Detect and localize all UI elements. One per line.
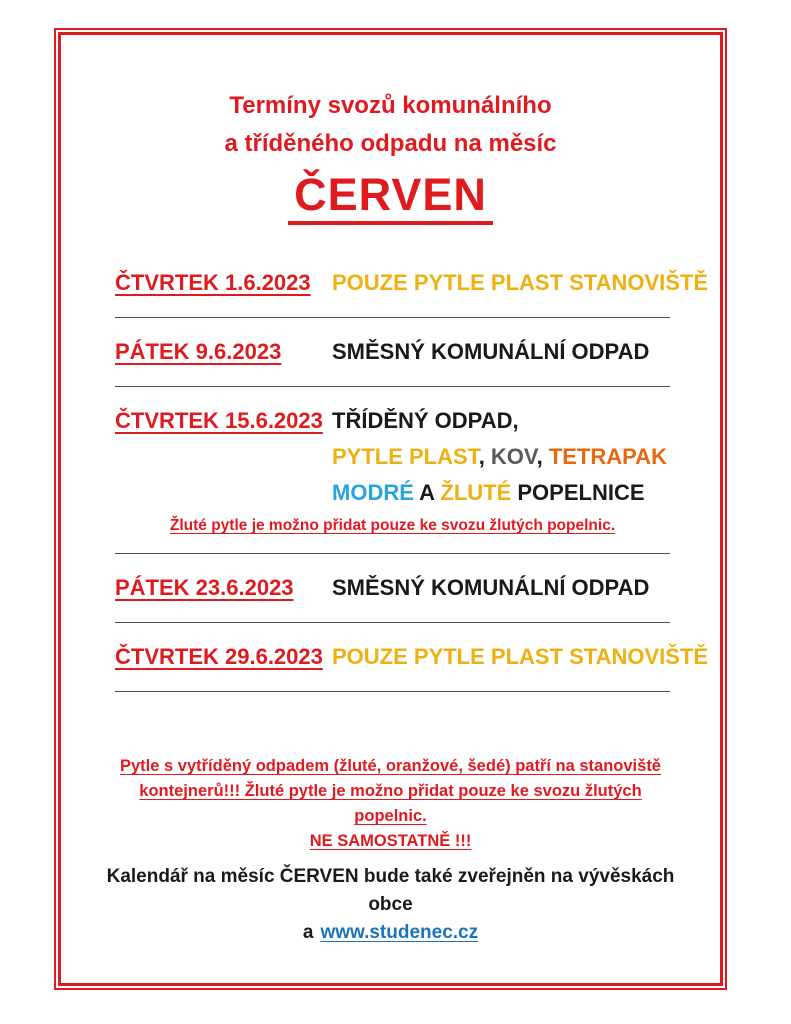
row-separator bbox=[115, 691, 670, 692]
desc-segment: SMĚSNÝ KOMUNÁLNÍ ODPAD bbox=[332, 339, 650, 364]
schedule-list bbox=[61, 265, 720, 692]
row-separator bbox=[115, 622, 670, 623]
schedule-row-2 bbox=[115, 334, 670, 370]
month-title: ČERVEN bbox=[288, 169, 493, 225]
row-separator bbox=[115, 553, 670, 554]
desc-segment: POUZE PYTLE PLAST STANOVIŠTĚ bbox=[332, 644, 709, 669]
row-separator bbox=[115, 317, 670, 318]
schedule-note: Žluté pytle je možno přidat pouze ke svozu žlutých popelnic. bbox=[169, 517, 616, 534]
header bbox=[61, 35, 720, 225]
schedule-date: PÁTEK 23.6.2023 bbox=[115, 575, 294, 600]
page-border-outer bbox=[54, 28, 727, 990]
schedule-desc bbox=[332, 639, 708, 675]
warning-line-3: NE SAMOSTATNĚ !!! bbox=[309, 832, 472, 850]
desc-segment: ŽLUTÉ bbox=[440, 480, 512, 505]
desc-line bbox=[332, 265, 708, 301]
desc-line bbox=[332, 639, 708, 675]
desc-segment: POUZE PYTLE PLAST STANOVIŠTĚ bbox=[332, 270, 709, 295]
info-line-2-prefix: a bbox=[302, 922, 314, 943]
page-title-line-2: a tříděného odpadu na měsíc bbox=[224, 130, 557, 157]
desc-segment: MODRÉ bbox=[332, 480, 414, 505]
warning-line-2: kontejnerů!!! Žluté pytle je možno přidat pouze ke svozu žlutých popelnic. bbox=[139, 782, 642, 825]
schedule-desc bbox=[332, 334, 670, 370]
desc-line bbox=[332, 475, 670, 511]
desc-segment: KOV bbox=[490, 444, 537, 469]
schedule-row-3 bbox=[115, 403, 670, 511]
desc-segment: PYTLE PLAST bbox=[332, 444, 479, 469]
schedule-date: ČTVRTEK 29.6.2023 bbox=[115, 644, 323, 669]
desc-segment: A bbox=[413, 480, 441, 505]
warning-text bbox=[61, 754, 720, 854]
row-separator bbox=[115, 386, 670, 387]
info-line-1: Kalendář na měsíc ČERVEN bude také zveřejněn na vývěskách obce bbox=[106, 866, 675, 915]
page-title-line-1: Termíny svozů komunálního bbox=[229, 92, 552, 119]
studenec-link[interactable]: www.studenec.cz bbox=[320, 922, 479, 943]
desc-segment: POPELNICE bbox=[511, 480, 645, 505]
desc-segment: TETRAPAK bbox=[548, 444, 667, 469]
desc-line bbox=[332, 403, 670, 439]
desc-line bbox=[332, 439, 670, 475]
desc-line bbox=[332, 570, 670, 606]
info-line-2 bbox=[91, 919, 690, 947]
info-text bbox=[61, 863, 720, 947]
desc-line bbox=[332, 334, 670, 370]
schedule-date: ČTVRTEK 15.6.2023 bbox=[115, 408, 323, 433]
schedule-row-1 bbox=[115, 265, 709, 301]
schedule-row-5 bbox=[115, 639, 709, 675]
desc-segment: , bbox=[536, 444, 549, 469]
schedule-desc bbox=[332, 265, 708, 301]
schedule-desc bbox=[332, 570, 670, 606]
schedule-date: ČTVRTEK 1.6.2023 bbox=[115, 270, 311, 295]
warning-line-1: Pytle s vytříděný odpadem (žluté, oranžové, šedé) patří na stanoviště bbox=[120, 757, 661, 775]
desc-segment: , bbox=[478, 444, 491, 469]
schedule-desc bbox=[332, 403, 670, 511]
desc-segment: SMĚSNÝ KOMUNÁLNÍ ODPAD bbox=[332, 575, 650, 600]
schedule-row-4 bbox=[115, 570, 670, 606]
desc-segment: TŘÍDĚNÝ ODPAD, bbox=[332, 408, 519, 433]
schedule-date: PÁTEK 9.6.2023 bbox=[115, 339, 282, 364]
page-border-inner bbox=[58, 32, 723, 986]
